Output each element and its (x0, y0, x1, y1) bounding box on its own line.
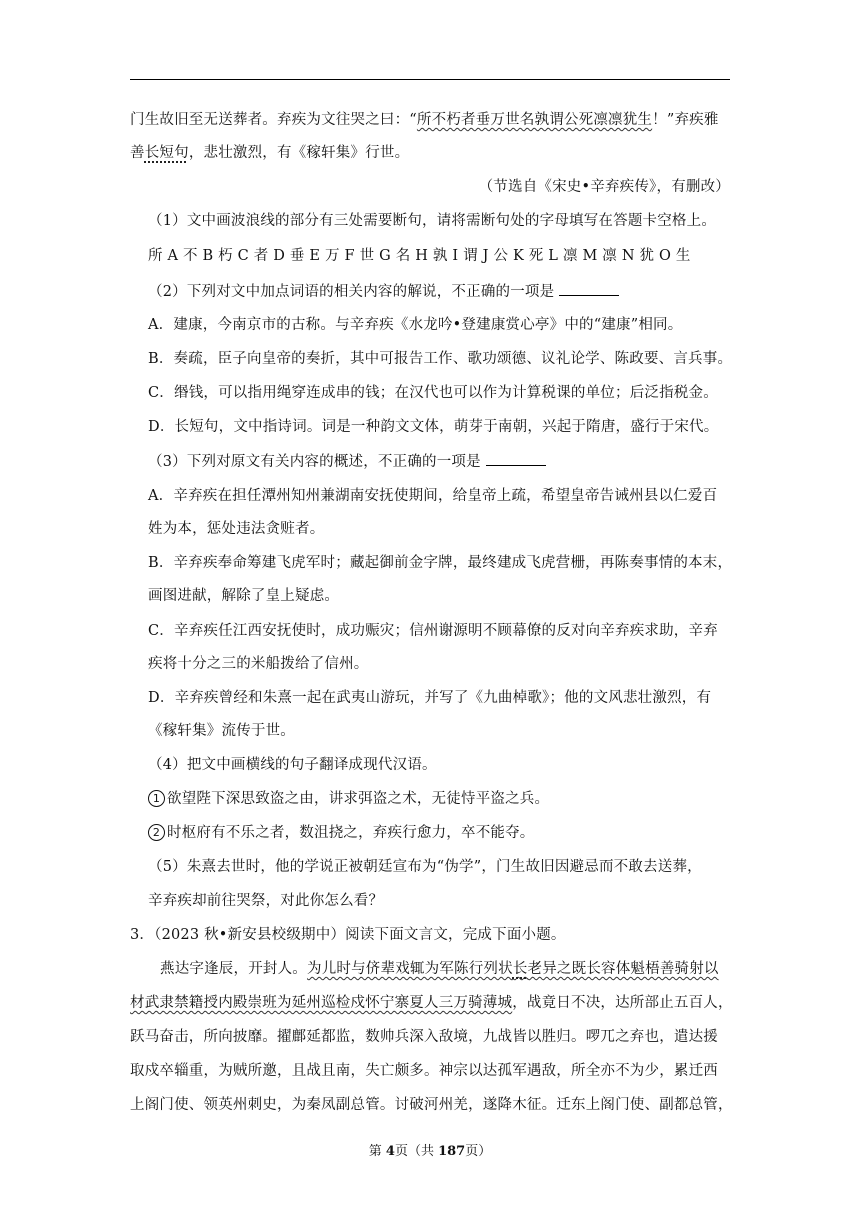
page-footer: 第 4页（共 187页） (368, 1144, 492, 1159)
q4-sentence-1 (148, 789, 730, 809)
q3-option-b-line1: B．辛弃疾奉命筹建飞虎军时；藏起御前金字牌，最终建成飞虎营栅，再陈奏事情的本末， (148, 555, 733, 571)
circled-number-2: 2 (148, 824, 165, 841)
q2-stem-text: （2）下列对文中加点词语的相关内容的解说，不正确的一项是 (148, 284, 555, 300)
q3-stem-text: （3）下列对原文有关内容的概述，不正确的一项是 (148, 454, 481, 470)
q1-sequence: 所 A 不 B 朽 C 者 D 垂 E 万 F 世 G 名 H 孰 I 谓 J 公 K 死 L 凛 M 凛 N 犹 O 生 (148, 248, 691, 264)
q5-line-1: （5）朱熹去世时，他的学说正被朝廷宣布为“伪学”，门生故旧因避忌而不敢去送葬， (148, 859, 702, 875)
answer-blank[interactable] (559, 281, 619, 296)
passage3-line-1 (160, 959, 730, 979)
q2-stem (148, 281, 730, 302)
passage3-line-4: 取戍卒辎重，为贼所邀，且战且南，失亡颇多。神宗以达孤军遇敌，所全亦不为少，累迁西 (130, 1063, 718, 1079)
dotted-word: 长 (512, 961, 528, 977)
passage-text: 燕达字逢辰，开封人。 (160, 961, 307, 977)
passage-text: 善 (130, 145, 145, 161)
q3-option-d-line2: 《稼轩集》流传于世。 (148, 723, 295, 739)
q4-sentence-text: 欲望陛下深思致盗之由，讲求弭盗之术，无徒恃平盗之兵。 (167, 791, 550, 807)
q4-sentence-text: 时枢府有不乐之者，数沮挠之，弃疾行愈力，卒不能夺。 (167, 825, 535, 841)
q2-option-d: D．长短句，文中指诗词。词是一种韵文文体，萌芽于南朝，兴起于隋唐，盛行于宋代。 (148, 419, 719, 435)
q3-option-a-line2: 姓为本，惩处违法贪赃者。 (148, 521, 325, 537)
q4-stem: （4）把文中画横线的句子翻译成现代汉语。 (148, 757, 437, 773)
q2-option-c: C．缗钱，可以指用绳穿连成串的钱；在汉代也可以作为计算税课的单位；后泛指税金。 (148, 385, 718, 401)
wavy-underlined-text: 所不朽者垂万世名孰谓公死凛凛犹生 (416, 112, 653, 128)
q3-option-d-line1: D．辛弃疾曾经和朱熹一起在武夷山游玩，并写了《九曲棹歌》；他的文风悲壮激烈，有 (148, 690, 712, 706)
passage-line-2 (130, 143, 730, 163)
passage-text: ！”弃疾雅 (652, 112, 719, 128)
wavy-underlined-text: 为儿时与侪辈戏辄为军陈行列状长老异之既长容体魁梧善骑射以 (307, 961, 719, 977)
q3-option-c-line1: C．辛弃疾任江西安抚使时，成功赈灾；信州谢源明不顾幕僚的反对向辛弃疾求助，辛弃 (148, 623, 718, 639)
passage-text: ，战竟日不决，达所部止五百人， (512, 995, 733, 1011)
q2-option-b: B．奏疏，臣子向皇帝的奏折，其中可报告工作、歌功颂德、议礼论学、陈政要、言兵事。 (148, 351, 733, 367)
q3-option-a-line1: A．辛弃疾在担任潭州知州兼湖南安抚使期间，给皇帝上疏，希望皇帝告诫州县以仁爱百 (148, 488, 718, 504)
passage-text: ，悲壮激烈，有《稼轩集》行世。 (188, 145, 410, 161)
header-rule (130, 79, 730, 80)
circled-number-1: 1 (148, 790, 165, 807)
passage-line-1 (130, 110, 730, 130)
q3-option-b-line2: 画图进献，解除了皇上疑虑。 (148, 588, 340, 604)
q3-stem (148, 451, 730, 472)
answer-blank[interactable] (486, 451, 546, 466)
passage3-line-2 (130, 993, 733, 1013)
problem-3-heading: 3．（2023 秋•新安县校级期中）阅读下面文言文，完成下面小题。 (130, 927, 566, 943)
q4-sentence-2 (148, 823, 730, 843)
q3-option-c-line2: 疾将十分之三的米船拨给了信州。 (148, 656, 369, 672)
q2-option-a: A．建康，今南京市的古称。与辛弃疾《水龙吟•登建康赏心亭》中的“建康”相同。 (148, 317, 683, 333)
page-number: 4 (385, 1144, 395, 1159)
page-total: 187 (438, 1144, 466, 1159)
passage-text: 门生故旧至无送葬者。弃疾为文往哭之曰：“ (130, 112, 417, 128)
source-citation: （节选自《宋史•辛弃疾传》，有删改） (478, 179, 730, 195)
passage3-line-5: 上阁门使、领英州刺史，为秦凤副总管。讨破河州羌，遂降木征。迁东上阁门使、副都总管， (130, 1097, 733, 1113)
q5-line-2: 辛弃疾却前往哭祭，对此你怎么看？ (148, 893, 384, 909)
passage3-line-3: 跃马奋击，所向披靡。擢鄜延都监，数帅兵深入敌境，九战皆以胜归。啰兀之弃也，遣达援 (130, 1029, 718, 1045)
dotted-word: 长短句 (144, 145, 189, 161)
wavy-underlined-text: 材武隶禁籍授内殿崇班为延州巡检戍怀宁寨夏人三万骑薄城 (130, 995, 513, 1011)
q1-stem: （1）文中画波浪线的部分有三处需要断句，请将需断句处的字母填写在答题卡空格上。 (148, 213, 717, 229)
